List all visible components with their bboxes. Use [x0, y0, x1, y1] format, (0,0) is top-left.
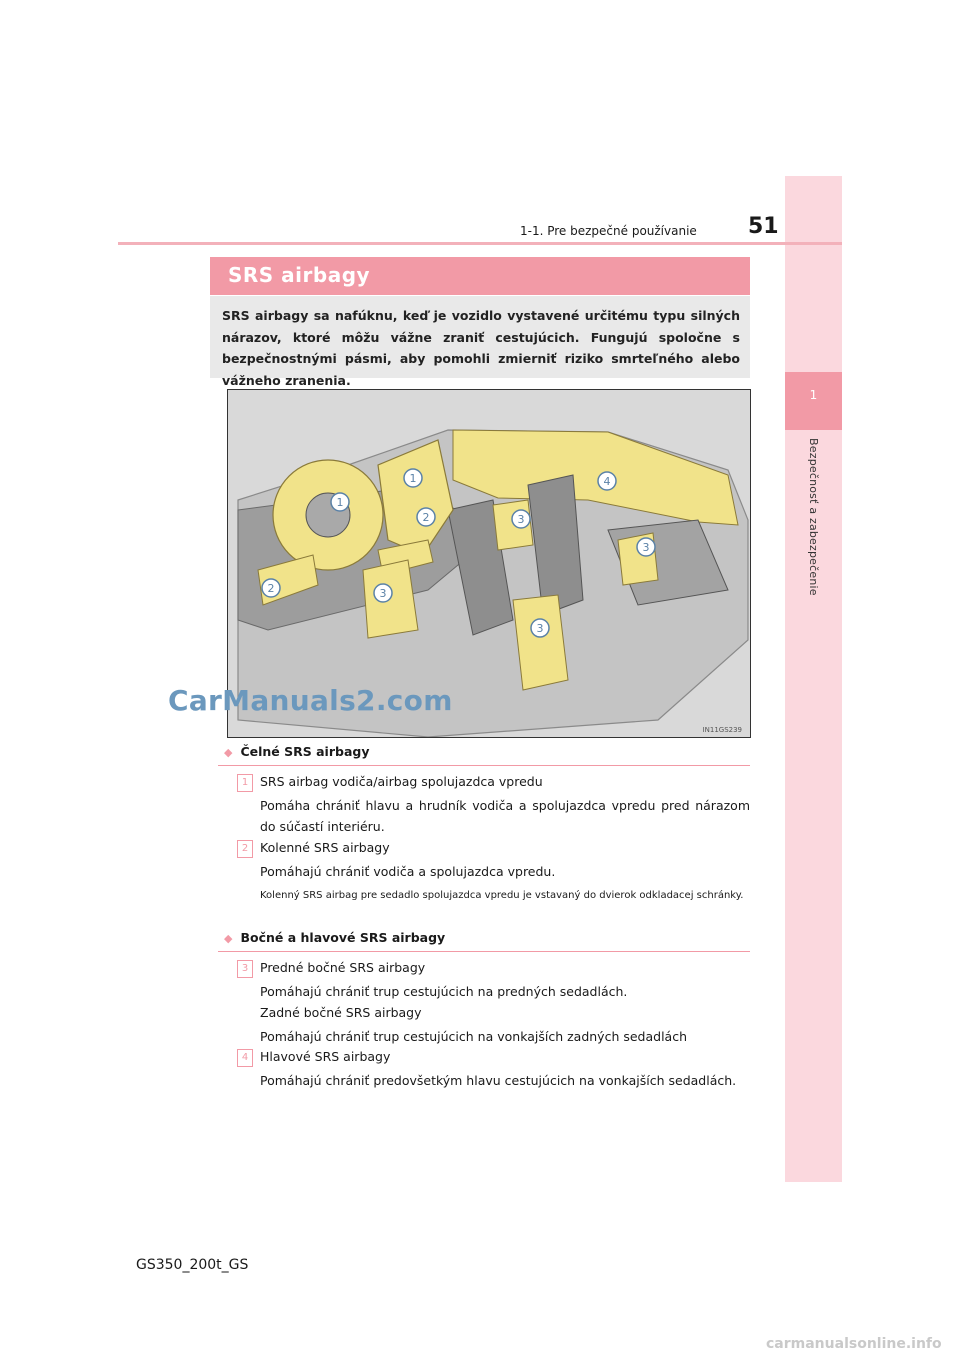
- intro-text: SRS airbagy sa nafúknu, keď je vozidlo vystavené určitému typu silných nárazov, ktoré môžu vážne zraniť cestujúcich. Fungujú spoločne s bezpečnostnými pásmi, aby pomohli zmierniť riziko smrteľného alebo vážneho zranenia.: [222, 308, 740, 388]
- item-description: Pomáhajú chrániť trup cestujúcich na predných sedadlách.: [260, 984, 628, 999]
- section-title-side-curtain: ◆ Bočné a hlavové SRS airbagy: [224, 930, 446, 945]
- footer-site-watermark: carmanualsonline.info: [766, 1336, 942, 1352]
- svg-text:4: 4: [603, 475, 611, 488]
- item-note: Kolenný SRS airbag pre sedadlo spolujazdca vpredu je vstavaný do dvierok odkladacej schránky.: [260, 890, 744, 901]
- item-number-badge: 1: [237, 774, 253, 792]
- callout-2-passenger-knee: [417, 508, 435, 526]
- callout-2-driver-knee: [262, 579, 280, 597]
- item-title: Zadné bočné SRS airbagy: [260, 1005, 422, 1020]
- item-number-badge: 2: [237, 840, 253, 858]
- callout-1-driver: [331, 493, 349, 511]
- svg-text:2: 2: [267, 582, 275, 595]
- callout-1-passenger: [404, 469, 422, 487]
- item-number-badge: 3: [237, 960, 253, 978]
- item-description: Pomáhajú chrániť predovšetkým hlavu cestujúcich na vonkajších sedadlách.: [260, 1073, 737, 1088]
- section-rule: [218, 765, 750, 766]
- callout-4-curtain: [598, 472, 616, 490]
- intro-box: [210, 296, 750, 388]
- callout-3-rear-side-left: [531, 619, 549, 637]
- diamond-icon: ◆: [224, 932, 233, 945]
- item-title: Kolenné SRS airbagy: [260, 840, 390, 855]
- svg-text:1: 1: [409, 472, 417, 485]
- chapter-number: 1: [809, 388, 818, 402]
- header-section-title: 1-1. Pre bezpečné používanie: [520, 224, 697, 238]
- item-description: Pomáhajú chrániť trup cestujúcich na vonkajších zadných sedadlách: [260, 1029, 688, 1044]
- section-banner: [210, 257, 750, 295]
- item-title: SRS airbag vodiča/airbag spolujazdca vpredu: [260, 774, 543, 789]
- svg-text:3: 3: [379, 587, 387, 600]
- watermark-text: CarManuals2.com: [168, 684, 453, 717]
- svg-text:1: 1: [336, 496, 344, 509]
- svg-text:3: 3: [536, 622, 544, 635]
- section-title-frontal: ◆ Čelné SRS airbagy: [224, 744, 370, 759]
- item-number-badge: 4: [237, 1049, 253, 1067]
- figure-code: IN11GS239: [702, 726, 742, 734]
- page-number: 51: [748, 214, 779, 239]
- svg-text:2: 2: [422, 511, 430, 524]
- item-title: Hlavové SRS airbagy: [260, 1049, 391, 1064]
- svg-text:3: 3: [517, 513, 525, 526]
- chapter-title: Bezpečnosť a zabezpečenie: [807, 438, 820, 596]
- callout-3-front-side-passenger: [512, 510, 530, 528]
- footer-model-code: GS350_200t_GS: [136, 1257, 249, 1273]
- header-rule: [118, 242, 842, 245]
- callout-3-rear-side-right: [637, 538, 655, 556]
- section-rule: [218, 951, 750, 952]
- item-description: Pomáhajú chrániť vodiča a spolujazdca vpredu.: [260, 864, 556, 879]
- callout-3-front-side-driver: [374, 584, 392, 602]
- chapter-side-tab: [785, 176, 842, 1182]
- banner-title: SRS airbagy: [228, 263, 371, 287]
- item-title: Predné bočné SRS airbagy: [260, 960, 426, 975]
- item-description: Pomáha chrániť hlavu a hrudník vodiča a spolujazdca vpredu pred nárazom do súčastí interiéru.: [260, 798, 750, 834]
- svg-text:3: 3: [642, 541, 650, 554]
- diamond-icon: ◆: [224, 746, 233, 759]
